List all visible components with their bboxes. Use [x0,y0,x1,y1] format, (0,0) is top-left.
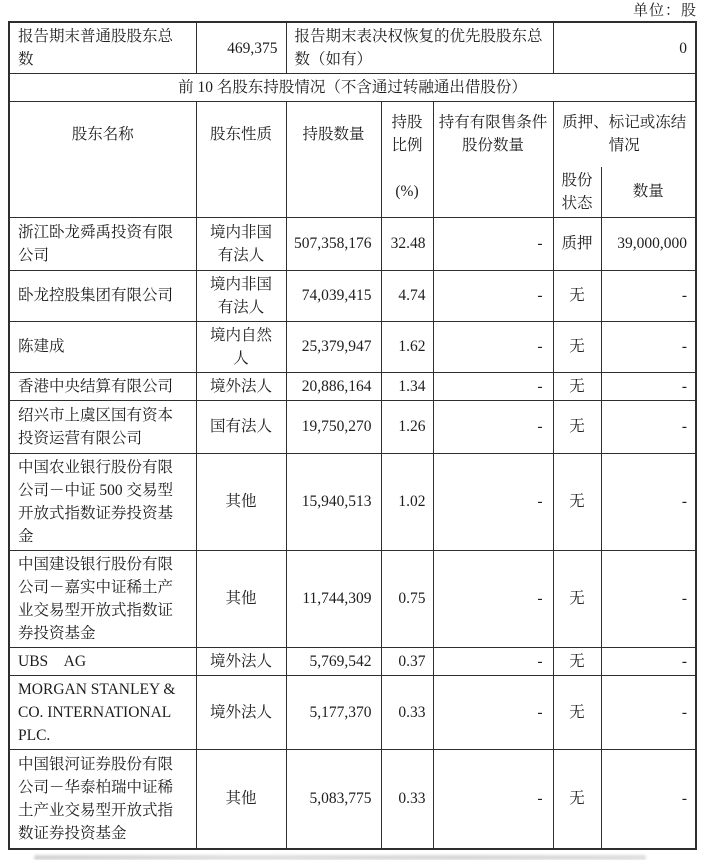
preferred-shareholders-value: 0 [553,22,696,74]
restricted-cell: - [433,270,553,321]
header-shareholder-nature: 股东性质 [196,102,286,167]
table-row [9,453,696,550]
pledge-status-cell: 无 [553,675,601,749]
nature-cell: 境内自然人 [196,321,286,372]
summary-row [9,22,696,74]
shares-cell: 74,039,415 [286,270,381,321]
restricted-cell: - [433,217,553,270]
nature-cell: 境内非国有法人 [196,217,286,270]
nature-cell: 其他 [196,550,286,647]
header-row-sub [9,167,696,218]
shareholder-name-cell: 中国农业银行股份有限公司－中证 500 交易型开放式指数证券投资基金 [9,453,196,550]
section-title: 前 10 名股东持股情况（不含通过转融通出借股份） [9,74,696,102]
shares-cell: 25,379,947 [286,321,381,372]
table-row [9,400,696,453]
header-pledge-status: 股份状态 [553,167,601,218]
shares-cell: 5,769,542 [286,647,381,675]
pledge-amount-cell: - [601,647,696,675]
table-row [9,647,696,675]
pledge-status-cell: 无 [553,400,601,453]
ratio-cell: 1.34 [381,372,433,400]
ratio-cell: 1.02 [381,453,433,550]
shareholder-name-cell: 中国建设银行股份有限公司－嘉实中证稀土产业交易型开放式指数证券投资基金 [9,550,196,647]
header-ratio-unit: (%) [381,167,433,218]
pledge-status-cell: 无 [553,647,601,675]
nature-cell: 境外法人 [196,372,286,400]
shareholder-name-cell: UBS AG [9,647,196,675]
ratio-cell: 0.33 [381,675,433,749]
header-restricted-shares: 持有有限售条件股份数量 [433,102,553,167]
ordinary-shareholders-value: 469,375 [196,22,286,74]
header-shareholder-name: 股东名称 [9,102,196,167]
table-row [9,270,696,321]
header-pledge-group: 质押、标记或冻结情况 [553,102,696,167]
shareholder-name-cell: 香港中央结算有限公司 [9,372,196,400]
pledge-status-cell: 无 [553,372,601,400]
shares-cell: 15,940,513 [286,453,381,550]
shares-cell: 11,744,309 [286,550,381,647]
restricted-cell: - [433,647,553,675]
ratio-cell: 1.62 [381,321,433,372]
header-restricted-spacer [433,167,553,218]
pledge-amount-cell: - [601,550,696,647]
header-shares-spacer [286,167,381,218]
restricted-cell: - [433,675,553,749]
ratio-cell: 0.75 [381,550,433,647]
ordinary-shareholders-label: 报告期末普通股股东总数 [9,22,196,74]
shareholder-name-cell: 陈建成 [9,321,196,372]
shares-cell: 19,750,270 [286,400,381,453]
table-row [9,321,696,372]
shareholder-name-cell: 绍兴市上虞区国有资本投资运营有限公司 [9,400,196,453]
table-row [9,675,696,749]
header-nature-spacer [196,167,286,218]
unit-label: 单位：股 [632,3,697,19]
ratio-cell: 0.33 [381,749,433,849]
pledge-amount-cell: - [601,400,696,453]
preferred-shareholders-label: 报告期末表决权恢复的优先股股东总数（如有） [286,22,553,74]
pledge-amount-cell: - [601,270,696,321]
table-row [9,749,696,849]
restricted-cell: - [433,400,553,453]
pledge-amount-cell: - [601,749,696,849]
pledge-status-cell: 无 [553,453,601,550]
table-row [9,217,696,270]
cutoff-next-row [34,855,646,860]
header-shareholding-ratio: 持股比例 [381,102,433,167]
nature-cell: 国有法人 [196,400,286,453]
pledge-status-cell: 无 [553,321,601,372]
shareholder-name-cell: 卧龙控股集团有限公司 [9,270,196,321]
ratio-cell: 0.37 [381,647,433,675]
restricted-cell: - [433,321,553,372]
pledge-status-cell: 质押 [553,217,601,270]
shareholders-table [8,21,697,850]
nature-cell: 境内非国有法人 [196,270,286,321]
pledge-amount-cell: 39,000,000 [601,217,696,270]
shareholder-name-cell: MORGAN STANLEY & CO. INTERNATIONAL PLC. [9,675,196,749]
shares-cell: 20,886,164 [286,372,381,400]
nature-cell: 境外法人 [196,675,286,749]
restricted-cell: - [433,550,553,647]
header-row-top [9,102,696,167]
pledge-status-cell: 无 [553,749,601,849]
ratio-cell: 4.74 [381,270,433,321]
header-name-spacer [9,167,196,218]
shares-cell: 5,177,370 [286,675,381,749]
nature-cell: 其他 [196,749,286,849]
table-row [9,372,696,400]
pledge-amount-cell: - [601,321,696,372]
table-row [9,550,696,647]
header-pledge-amount: 数量 [601,167,696,218]
header-shares-held: 持股数量 [286,102,381,167]
shares-cell: 5,083,775 [286,749,381,849]
shares-cell: 507,358,176 [286,217,381,270]
pledge-status-cell: 无 [553,270,601,321]
section-title-row [9,74,696,102]
pledge-amount-cell: - [601,453,696,550]
pledge-status-cell: 无 [553,550,601,647]
ratio-cell: 32.48 [381,217,433,270]
ratio-cell: 1.26 [381,400,433,453]
pledge-amount-cell: - [601,675,696,749]
shareholder-name-cell: 中国银河证券股份有限公司－华泰柏瑞中证稀土产业交易型开放式指数证券投资基金 [9,749,196,849]
pledge-amount-cell: - [601,372,696,400]
nature-cell: 其他 [196,453,286,550]
restricted-cell: - [433,372,553,400]
shareholder-name-cell: 浙江卧龙舜禹投资有限公司 [9,217,196,270]
restricted-cell: - [433,453,553,550]
restricted-cell: - [433,749,553,849]
nature-cell: 境外法人 [196,647,286,675]
